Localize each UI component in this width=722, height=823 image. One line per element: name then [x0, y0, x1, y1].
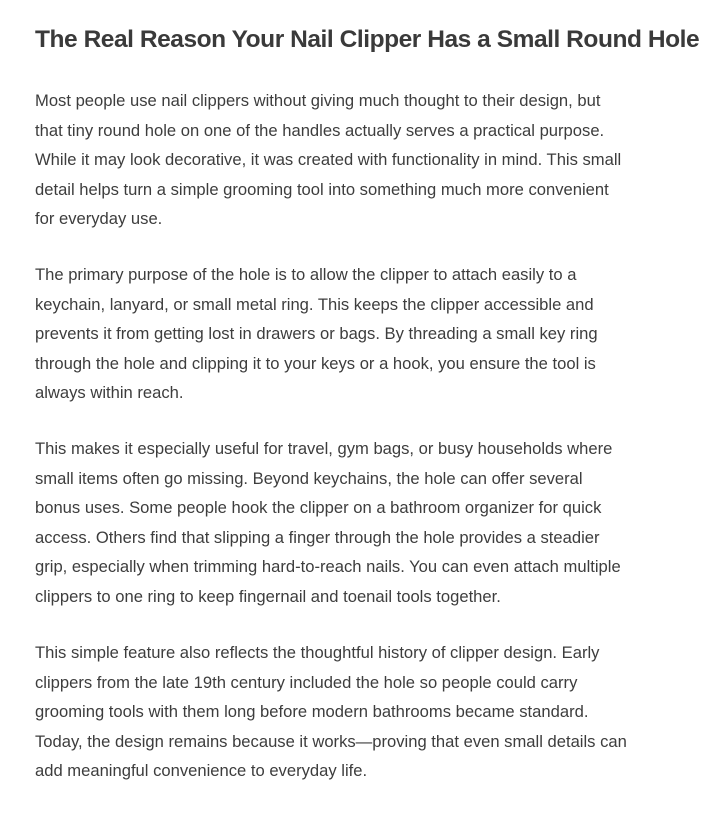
paragraph-line: access. Others find that slipping a finger through the hole provides a steadier: [35, 527, 600, 547]
paragraph-line: This simple feature also reflects the thoughtful history of clipper design. Early: [35, 643, 600, 662]
paragraph-line: This makes it especially useful for travel, gym bags, or busy households where: [35, 439, 613, 458]
paragraph-line: Today, the design remains because it works—proving that even small details can: [35, 731, 627, 751]
paragraph-line: keychain, lanyard, or small metal ring. This keeps the clipper accessible and: [35, 294, 594, 314]
paragraph-line: bonus uses. Some people hook the clipper on a bathroom organizer for quick: [35, 498, 602, 518]
paragraph-line: small items often go missing. Beyond keychains, the hole can offer several: [35, 468, 583, 488]
paragraph-line: While it may look decorative, it was created with functionality in mind. This small: [35, 150, 622, 170]
article-paragraph-1: [35, 86, 621, 234]
paragraph-line: detail helps turn a simple grooming tool into something much more convenient: [35, 179, 609, 199]
paragraph-line: Most people use nail clippers without giving much thought to their design, but: [35, 91, 601, 110]
paragraph-line: add meaningful convenience to everyday life.: [35, 761, 368, 781]
paragraph-line: clippers from the late 19th century included the hole so people could carry: [35, 672, 578, 692]
paragraph-line: clippers to one ring to keep fingernail and toenail tools together.: [35, 586, 501, 606]
paragraph-line: through the hole and clipping it to your keys or a hook, you ensure the tool is: [35, 353, 596, 373]
paragraph-line: always within reach.: [35, 383, 184, 403]
article: [35, 0, 700, 781]
paragraph-line: that tiny round hole on one of the handles actually serves a practical purpose.: [35, 120, 605, 140]
paragraph-line: for everyday use.: [35, 209, 163, 229]
paragraph-line: grip, especially when trimming hard-to-reach nails. You can even attach multiple: [35, 557, 621, 577]
article-paragraph-2: [35, 260, 598, 408]
paragraph-line: prevents it from getting lost in drawers or bags. By threading a small key ring: [35, 324, 598, 344]
article-paragraph-4: [35, 638, 627, 786]
article-title: The Real Reason Your Nail Clipper Has a Small Round Hole: [35, 26, 700, 53]
article-paragraph-3: [35, 434, 621, 612]
paragraph-line: The primary purpose of the hole is to allow the clipper to attach easily to a: [35, 265, 577, 284]
paragraph-line: grooming tools with them long before modern bathrooms became standard.: [35, 702, 589, 722]
